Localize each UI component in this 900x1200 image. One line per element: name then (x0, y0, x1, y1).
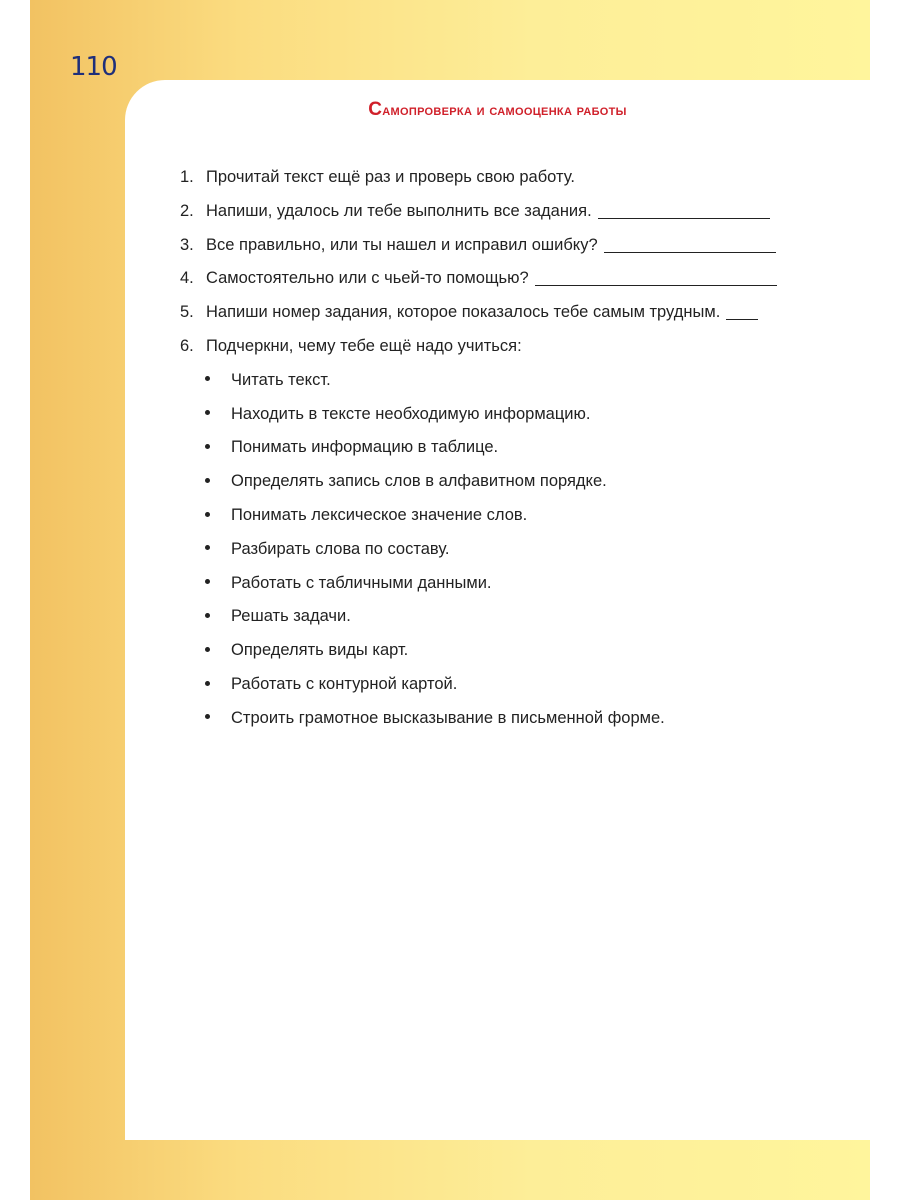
title-initial: С (368, 99, 383, 120)
skill-item[interactable] (180, 641, 777, 675)
skill-item[interactable] (180, 709, 777, 743)
skill-text: Работать с табличными данными. (231, 573, 492, 592)
bullet-icon (180, 607, 231, 626)
skill-text: Находить в тексте необходимую информацию. (231, 404, 591, 423)
questions-list (180, 168, 777, 743)
question-item (180, 236, 777, 270)
item-text: Напиши, удалось ли тебе выполнить все задания. (206, 201, 592, 220)
item-text: Прочитай текст ещё раз и проверь свою работу. (206, 168, 575, 186)
skills-list (180, 371, 777, 743)
skill-item[interactable] (180, 371, 777, 405)
item-text: Все правильно, или ты нашел и исправил ошибку? (206, 235, 598, 254)
title-rest: амопроверка и самооценка работы (382, 102, 627, 119)
bullet-icon (180, 506, 231, 525)
bullet-icon (180, 641, 231, 660)
skill-text: Решать задачи. (231, 607, 351, 626)
answer-blank[interactable] (535, 269, 777, 286)
question-item (180, 303, 777, 337)
bullet-icon (180, 438, 231, 457)
bullet-icon (180, 540, 231, 559)
skill-item[interactable] (180, 574, 777, 608)
item-number: 3. (180, 235, 194, 254)
item-number: 6. (180, 336, 194, 355)
skill-text: Определять запись слов в алфавитном порядке. (231, 472, 607, 491)
question-item (180, 168, 777, 202)
skill-text: Разбирать слова по составу. (231, 539, 450, 558)
skill-item[interactable] (180, 506, 777, 540)
bullet-icon (180, 371, 231, 390)
skill-item[interactable] (180, 472, 777, 506)
item-number: 4. (180, 269, 194, 288)
skill-text: Строить грамотное высказывание в письменной форме. (231, 708, 665, 727)
skill-item[interactable] (180, 405, 777, 439)
bullet-icon (180, 675, 231, 694)
question-item (180, 202, 777, 236)
item-text: Самостоятельно или с чьей-то помощью? (206, 269, 529, 288)
page-title (125, 99, 870, 121)
skill-text: Понимать информацию в таблице. (231, 438, 499, 457)
item-text: Напиши номер задания, которое показалось тебе самым трудным. (206, 303, 721, 322)
answer-blank[interactable] (598, 202, 770, 219)
question-item (180, 269, 777, 303)
skill-text: Работать с контурной картой. (231, 674, 458, 693)
skill-item[interactable] (180, 675, 777, 709)
item-number: 2. (180, 201, 194, 220)
bullet-icon (180, 472, 231, 491)
bullet-icon (180, 709, 231, 728)
skill-text: Понимать лексическое значение слов. (231, 505, 528, 524)
page-number: 110 (70, 52, 117, 82)
answer-blank[interactable] (726, 303, 758, 320)
skill-item[interactable] (180, 540, 777, 574)
skill-text: Определять виды карт. (231, 641, 409, 660)
bullet-icon (180, 405, 231, 424)
item-number: 5. (180, 303, 194, 322)
skill-item[interactable] (180, 607, 777, 641)
bullet-icon (180, 574, 231, 593)
question-item (180, 337, 777, 371)
skill-text: Читать текст. (231, 370, 331, 389)
item-text: Подчеркни, чему тебе ещё надо учиться: (206, 336, 522, 355)
item-number: 1. (180, 168, 194, 186)
skill-item[interactable] (180, 438, 777, 472)
answer-blank[interactable] (604, 236, 776, 253)
